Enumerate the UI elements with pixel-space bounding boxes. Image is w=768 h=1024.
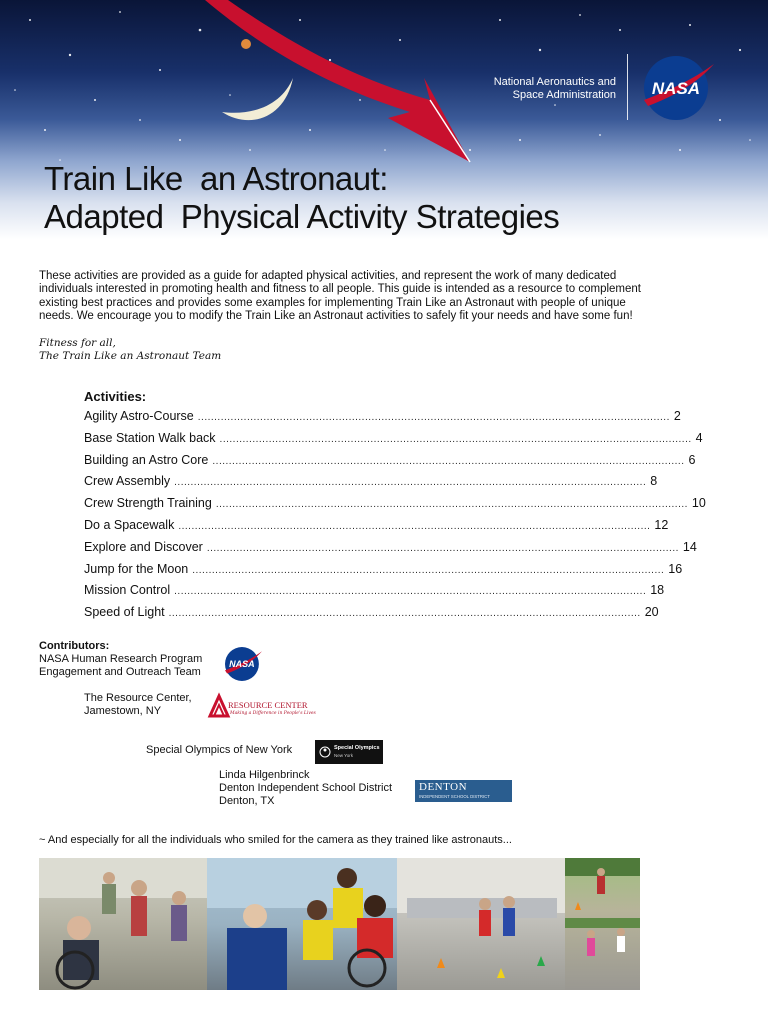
photo-outdoor-kids — [565, 858, 640, 990]
activity-page: 20 — [644, 605, 659, 620]
nasa-team-line-1: NASA Human Research Program — [39, 653, 203, 665]
denton-line-1: Linda Hilgenbrinck — [219, 769, 310, 781]
nasa-meatball-text: NASA — [229, 659, 255, 670]
red-arrow — [205, 0, 470, 162]
special-olympics-label: Special Olympics of New York — [146, 744, 293, 756]
crescent-moon — [222, 78, 293, 120]
nasa-team-line-2: Engagement and Outreach Team — [39, 666, 201, 678]
signoff — [39, 337, 221, 362]
activity-page: 12 — [654, 517, 669, 532]
special-olympics-mark-icon — [319, 746, 331, 758]
activity-row[interactable] — [84, 517, 669, 540]
denton-line-3: Denton, TX — [219, 795, 275, 807]
activity-page: 4 — [695, 430, 703, 445]
activity-row[interactable] — [84, 561, 683, 584]
resource-line-1: The Resource Center, — [84, 692, 192, 704]
nasa-logo-text: NASA — [651, 79, 701, 98]
leader-dots: ................................................................................................................................................ — [174, 586, 647, 598]
nasa-meatball-icon — [222, 646, 264, 682]
resource-logo-main: RESOURCE CENTER — [228, 700, 308, 710]
signoff-line-2: The Train Like an Astronaut Team — [39, 349, 222, 362]
denton-isd-logo — [415, 780, 512, 802]
denton-logo-sub: INDEPENDENT SCHOOL DISTRICT — [419, 794, 490, 799]
activity-name: Building an Astro Core — [84, 452, 209, 467]
activity-name: Mission Control — [84, 583, 171, 598]
intro-paragraph: These activities are provided as a guide for adapted physical activities, and represent the work of many dedicated individuals interested in promoting health and fitness to all people. This guide is intended as a resource to complement existing best practices and provides some examples for implementing Train Like an Astronaut with people of unique needs. We encourage you to modify the Train Like an Astronaut activities to safely fit your needs and have some fun! — [39, 270, 641, 322]
activity-row[interactable] — [84, 583, 665, 605]
header-divider — [627, 54, 628, 120]
activity-name: Crew Assembly — [84, 474, 171, 489]
activity-name: Crew Strength Training — [84, 496, 212, 511]
activity-row[interactable] — [84, 452, 696, 475]
closing-note: ~ And especially for all the individuals who smiled for the camera as they trained like astronauts... — [39, 834, 512, 846]
nasa-logo-icon — [640, 54, 716, 122]
activity-name: Jump for the Moon — [84, 561, 189, 576]
contributors-resource-center — [84, 692, 192, 718]
leader-dots: ................................................................................................................................................ — [174, 477, 647, 489]
activity-page: 10 — [691, 496, 706, 511]
leader-dots: ................................................................................................................................................ — [178, 520, 651, 532]
activity-page: 14 — [682, 539, 697, 554]
activity-name: Explore and Discover — [84, 539, 203, 554]
agency-name — [456, 76, 616, 102]
activity-row[interactable] — [84, 605, 659, 627]
leader-dots: ................................................................................................................................................ — [215, 499, 688, 511]
special-olympics-logo — [315, 740, 383, 764]
agency-line-2: Space Administration — [512, 89, 616, 101]
title-line-2: Adapted Physical Activity Strategies — [44, 198, 560, 235]
leader-dots: ................................................................................................................................................ — [206, 542, 679, 554]
page-title — [44, 160, 559, 236]
planet — [241, 39, 251, 49]
contributors-heading: Contributors: — [39, 640, 110, 652]
activity-page: 16 — [668, 561, 683, 576]
activity-page: 8 — [650, 474, 658, 489]
resource-logo-tagline: Making a Difference in People's Lives — [230, 711, 316, 716]
resource-center-mark-icon — [208, 694, 230, 718]
contributors-nasa — [39, 640, 202, 679]
so-logo-line-1: Special Olympics — [334, 745, 380, 751]
so-logo-line-2: New York — [334, 753, 354, 758]
activities-heading: Activities: — [84, 389, 147, 404]
activity-name: Speed of Light — [84, 605, 165, 620]
photo-astronaut-suit — [207, 858, 397, 990]
title-line-1: Train Like an Astronaut: — [44, 160, 388, 197]
leader-dots: ................................................................................................................................................ — [212, 455, 685, 467]
leader-dots: ................................................................................................................................................ — [168, 608, 641, 620]
denton-line-2: Denton Independent School District — [219, 782, 393, 794]
agency-line-1: National Aeronautics and — [493, 76, 616, 88]
activity-name: Do a Spacewalk — [84, 517, 175, 532]
header-banner — [0, 0, 768, 260]
denton-logo-main: DENTON — [419, 781, 468, 793]
activity-page: 18 — [650, 583, 665, 598]
activity-name: Agility Astro-Course — [84, 409, 194, 423]
activity-row[interactable] — [84, 496, 706, 518]
resource-center-logo — [208, 694, 316, 722]
activity-page: 2 — [673, 409, 681, 423]
activity-row[interactable] — [84, 539, 697, 562]
resource-line-2: Jamestown, NY — [84, 705, 162, 717]
leader-dots: ................................................................................................................................................ — [192, 564, 665, 576]
activity-name: Base Station Walk back — [84, 430, 216, 445]
leader-dots: ................................................................................................................................................ — [197, 412, 670, 423]
activities-list — [84, 389, 706, 627]
photo-gym-wheelchair — [39, 858, 207, 990]
activity-row[interactable] — [84, 474, 658, 496]
activity-page: 6 — [688, 452, 696, 467]
activity-row[interactable] — [84, 430, 703, 453]
photo-cafeteria-course — [397, 858, 565, 990]
signoff-line-1: Fitness for all, — [39, 337, 116, 349]
photo-strip — [39, 858, 640, 990]
activity-row[interactable] — [84, 409, 681, 431]
contributors-denton — [219, 769, 392, 808]
leader-dots: ................................................................................................................................................ — [219, 433, 692, 445]
